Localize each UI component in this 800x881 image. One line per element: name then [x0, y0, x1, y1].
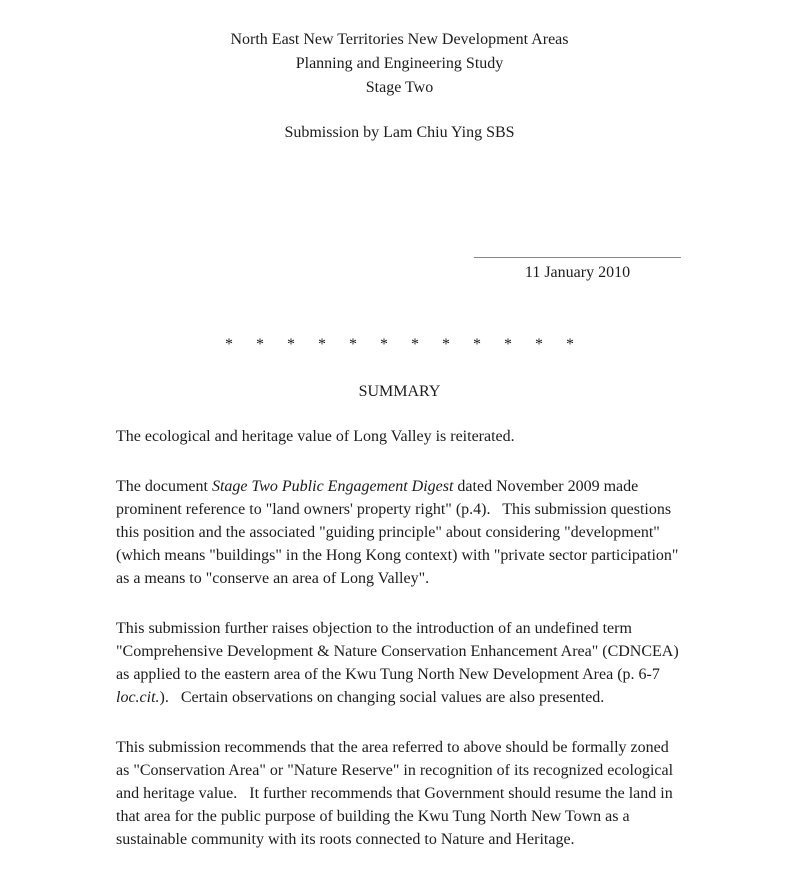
paragraph-3: This submission further raises objection to the introduction of an undefined term "Comprehensive Development & Nature Conservation Enhancement Area" (CDNCEA) as applied to the eastern area of the Kwu Tung North New Development Area (p. 6-7 loc.cit.). Certain observations on changing social values are also presented.: [116, 620, 683, 706]
title-line-2: Planning and Engineering Study: [295, 55, 504, 72]
date-block: [474, 257, 681, 285]
paragraph-4: This submission recommends that the area referred to above should be formally zoned as "Conservation Area" or "Nature Reserve" in recognition of its recognized ecological and heritage value. It further recommends that Government should resume the land in that area for the public purpose of building the Kwu Tung North New Town as a sustainable community with its roots connected to Nature and Heritage.: [116, 739, 678, 848]
summary-heading: SUMMARY: [358, 383, 441, 400]
paragraph-1: The ecological and heritage value of Long Valley is reiterated.: [116, 428, 515, 445]
title-line-3: Stage Two: [365, 79, 434, 96]
paragraph-2: The document Stage Two Public Engagement Digest dated November 2009 made prominent reference to "land owners' property right" (p.4). This submission questions this position and the associated "guiding principle" about considering "development" (which means "buildings" in the Hong Kong context) with "private sector participation" as a means to "conserve an area of Long Valley".: [116, 478, 683, 587]
title-line-1: North East New Territories New Development Areas: [230, 31, 569, 48]
date-text: 11 January 2010: [524, 264, 631, 281]
document-title: [116, 28, 683, 100]
asterisk-separator: * * * * * * * * * * * *: [225, 336, 574, 353]
submission-author-line: Submission by Lam Chiu Ying SBS: [284, 124, 515, 141]
